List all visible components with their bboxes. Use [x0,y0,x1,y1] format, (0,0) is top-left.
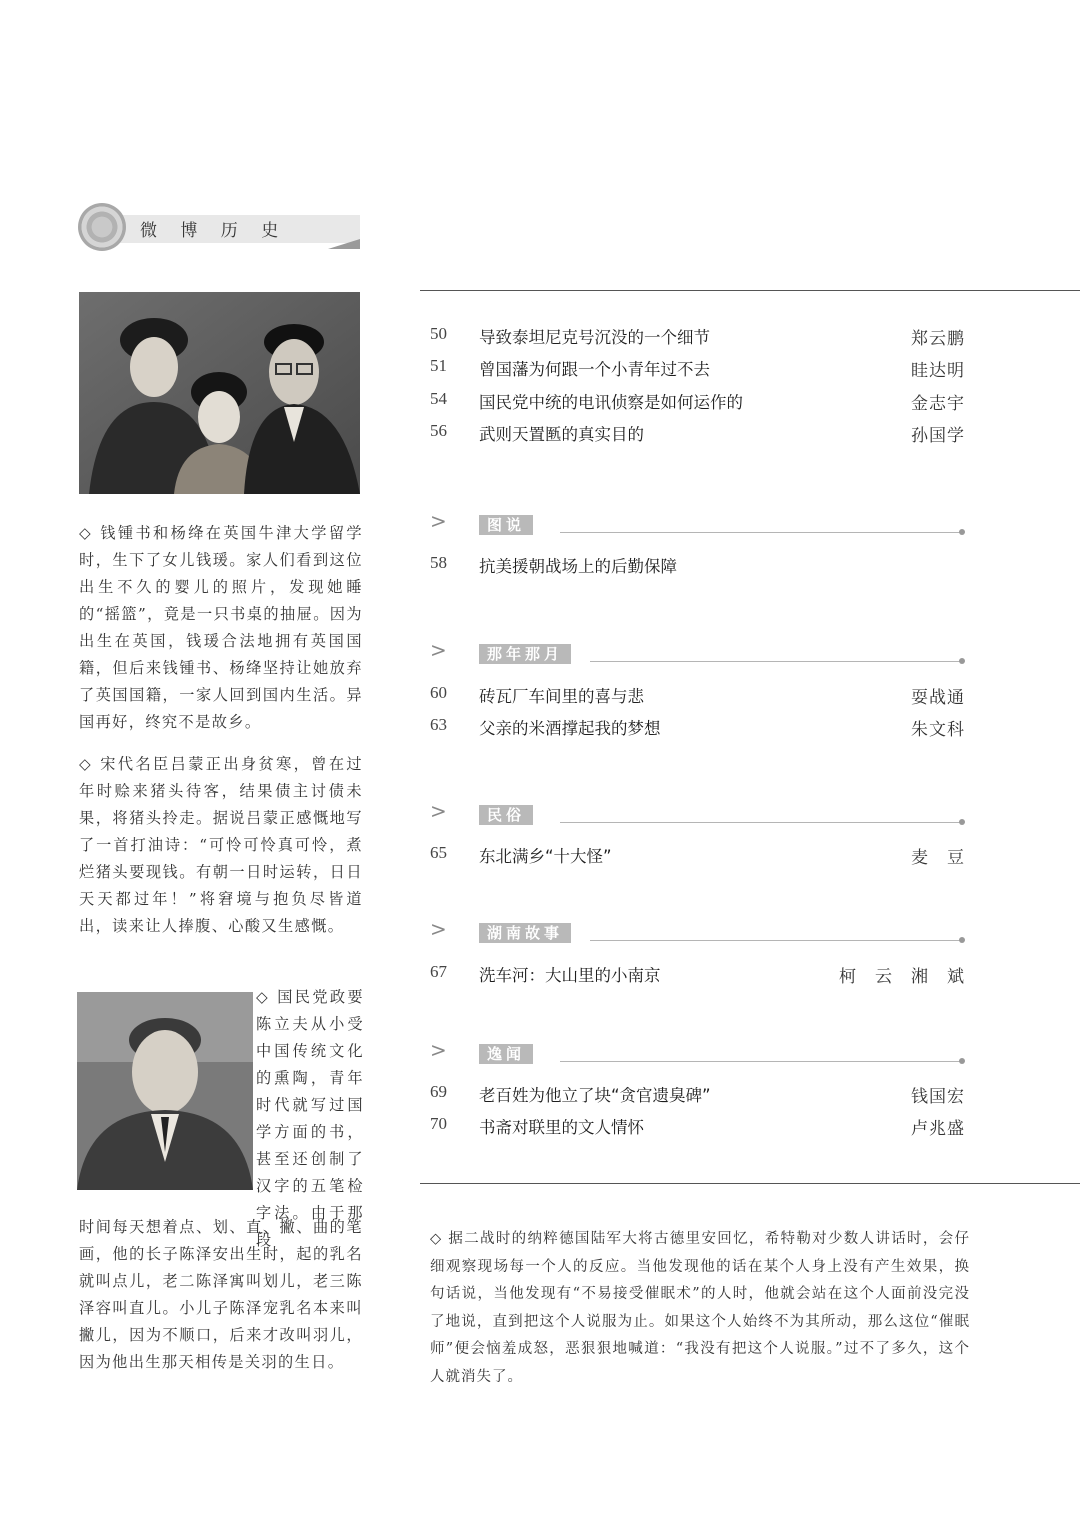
section-line [590,661,962,662]
entry-title: 洗车河：大山里的小南京 [479,966,661,985]
header-tail [328,239,360,249]
entry-title: 父亲的米酒撑起我的梦想 [479,719,661,738]
entry-title: 武则天置匦的真实目的 [479,425,644,444]
section-label: 图说 [479,515,533,535]
section-label: 湖南故事 [479,923,571,943]
entry-author: 眭达明 [911,361,965,381]
entry-title: 老百姓为他立了块“贪官遗臭碑” [479,1086,711,1105]
note-lv-mengzheng: ◇ 宋代名臣吕蒙正出身贫寒，曾在过年时赊来猪头待客，结果债主讨债未果，将猪头拎走。据说吕蒙正感慨地写了一首打油诗：“可怜可怜真可怜，煮烂猪头要现钱。有朝一日时运转，日日天天都过年！”将窘境与抱负尽皆道出，读来让人捧腹、心酸又生感慨。 [79,755,363,935]
page-number: 63 [430,715,447,734]
toc-entry[interactable] [430,389,965,415]
entry-author: 孙国学 [911,426,965,446]
page-number: 58 [430,553,447,572]
section-tushuo [430,509,965,543]
entry-author: 钱国宏 [911,1087,965,1107]
section-label: 民俗 [479,805,533,825]
toc-entry[interactable] [430,1082,965,1108]
toc-entry[interactable] [430,1114,965,1140]
chevron-right-icon: > [430,1038,447,1062]
note-chen-lifu-part2: 时间每天想着点、划、直、撇、曲的笔画，他的长子陈泽安出生时，起的乳名就叫点儿，老二陈泽寓叫划儿，老三陈泽容叫直儿。小儿子陈泽宠乳名本来叫撇儿，因为不顺口，后来才改叫羽儿，因为他出生那天相传是关羽的生日。 [79,1218,363,1371]
page-number: 60 [430,683,447,702]
page-number: 67 [430,962,447,981]
note-chen-lifu-part1: ◇ 国民党政要陈立夫从小受中国传统文化的熏陶，青年时代就写过国学方面的书，甚至还创制了汉字的五笔检字法。由于那段 [256,988,364,1249]
section-yiwen [430,1038,965,1072]
section-label: 那年那月 [479,644,571,664]
family-photo [79,292,360,494]
page-number: 54 [430,389,447,408]
toc-entry[interactable] [430,356,965,382]
page-number: 69 [430,1082,447,1101]
toc-entry[interactable] [430,683,965,709]
chevron-right-icon: > [430,509,447,533]
toc-entry[interactable] [430,715,965,741]
chevron-right-icon: > [430,799,447,823]
page-number: 65 [430,843,447,862]
page-number: 56 [430,421,447,440]
entry-author: 朱文科 [911,720,965,740]
toc-entry[interactable] [430,421,965,447]
entry-author: 柯 云 湘 斌 [839,967,965,987]
entry-author: 耍战通 [911,688,965,708]
entry-title: 抗美援朝战场上的后勤保障 [479,557,677,576]
toc-entry[interactable] [430,843,965,869]
section-minsu [430,799,965,833]
page-number: 70 [430,1114,447,1133]
section-dot [959,937,965,943]
section-dot [959,658,965,664]
entry-title: 国民党中统的电讯侦察是如何运作的 [479,393,743,412]
top-rule [420,290,1080,291]
entry-author: 麦 豆 [911,848,965,868]
entry-title: 砖瓦厂车间里的喜与悲 [479,687,644,706]
entry-author: 郑云鹏 [911,329,965,349]
entry-author: 金志宇 [911,394,965,414]
section-line [560,532,962,533]
section-dot [959,819,965,825]
chevron-right-icon: > [430,638,447,662]
section-line [560,1061,962,1062]
page-number: 51 [430,356,447,375]
section-nanian-nayue [430,638,965,672]
toc-entry[interactable] [430,553,965,579]
bottom-rule [420,1183,1080,1184]
entry-title: 导致泰坦尼克号沉没的一个细节 [479,328,710,347]
section-dot [959,1058,965,1064]
chevron-right-icon: > [430,917,447,941]
note-guderian: ◇ 据二战时的纳粹德国陆军大将古德里安回忆，希特勒对少数人讲话时，会仔细观察现场每一个人的反应。当他发现他的话在某个人身上没有产生效果，换句话说，当他发现有“不易接受催眠术”的人时，他就会站在这个人面前没完没了地说，直到把这个人说服为止。如果这个人始终不为其所动，那么这位“催眠师”便会恼羞成怒，恶狠狠地喊道：“我没有把这个人说服。”过不了多久，这个人就消失了。 [430,1231,970,1385]
entry-title: 东北满乡“十大怪” [479,847,612,866]
section-header [78,203,360,251]
section-line [590,940,962,941]
note-qian-yuan: ◇ 钱锺书和杨绛在英国牛津大学留学时，生下了女儿钱瑗。家人们看到这位出生不久的婴儿的照片，发现她睡的“摇篮”，竟是一只书桌的抽屉。因为出生在英国，钱瑗合法地拥有英国国籍，但后来钱锺书、杨绛坚持让她放弃了英国国籍，一家人回到国内生活。异国再好，终究不是故乡。 [79,524,363,731]
portrait-photo [77,992,253,1190]
entry-title: 书斋对联里的文人情怀 [479,1118,644,1137]
toc-entry[interactable] [430,324,965,350]
page-number: 50 [430,324,447,343]
section-label: 逸闻 [479,1044,533,1064]
section-dot [959,529,965,535]
section-hunan-gushi [430,917,965,951]
entry-author: 卢兆盛 [911,1119,965,1139]
cloud-ornament-icon [78,203,126,251]
entry-title: 曾国藩为何跟一个小青年过不去 [479,360,710,379]
toc-entry[interactable] [430,962,965,988]
section-line [560,822,962,823]
header-title: 微 博 历 史 [140,221,288,241]
